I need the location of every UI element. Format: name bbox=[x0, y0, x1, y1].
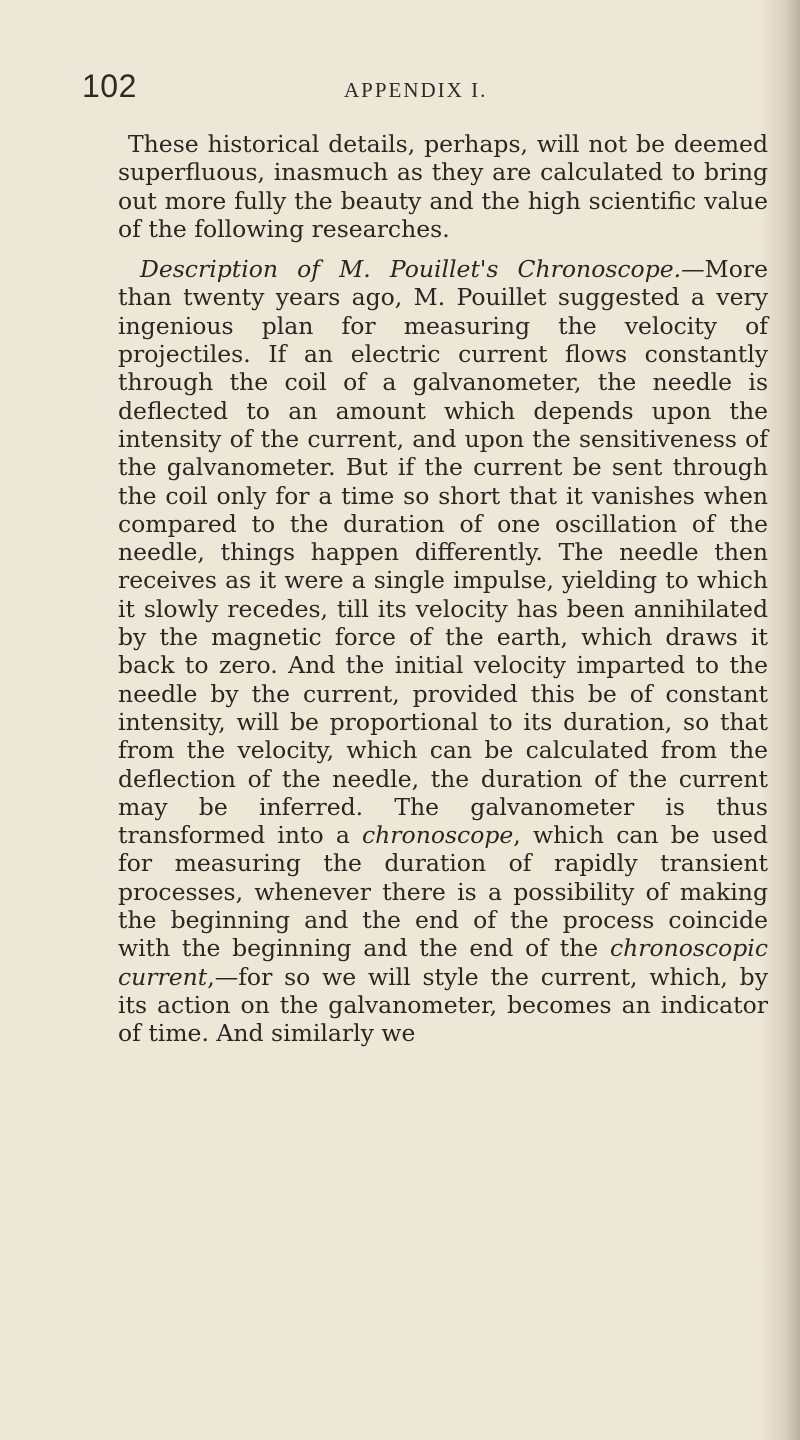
running-head: APPENDIX I. bbox=[344, 78, 488, 102]
paragraph-text-end: ,—for so we will style the current, which, by its action on the galvanometer, becomes an indicator of time. And similarly we bbox=[118, 962, 768, 1048]
paragraph-chronoscope-description bbox=[118, 255, 768, 1047]
paragraph-text-middle: , which can be used for measuring the duration of rapidly transient processes, whenever there is a possibility of making the beginning and the end of the process coincide with the beginning and the end of the bbox=[118, 821, 768, 963]
term-chronoscopic-current: chronoscopic current bbox=[118, 934, 768, 991]
paragraph-text-intro: —More than twenty years ago, M. Pouillet suggested a very ingenious plan for measuring the velocity of projectiles. If an electric current flows constantly through the coil of a galvanometer, the needle is deflected to an amount which depends upon the intensity of the current, and upon the sensitiveness of the galvanometer. But if the current be sent through the coil only for a time so short that it vanishes when compared to the duration of one oscillation of the needle, things happen differently. The needle then receives as it were a single impulse, yielding to which it slowly recedes, till its velocity has been annihilated by the magnetic force of the earth, which draws it back to zero. And the initial velocity imparted to the needle by the current, provided this be of constant intensity, will be proportional to its duration, so that from the velocity, which can be calculated from the deflection of the needle, the duration of the current may be inferred. The galvanometer is thus transformed into a bbox=[118, 255, 768, 850]
page-number: 102 bbox=[82, 68, 137, 104]
paragraph-historical-details: These historical details, perhaps, will not be deemed superfluous, inasmuch as they are calculated to bring out more fully the beauty and the high scientific value of the following researches. bbox=[118, 130, 768, 243]
term-chronoscope: chronoscope bbox=[362, 821, 514, 850]
page-header bbox=[82, 68, 722, 112]
body-text bbox=[118, 130, 768, 1048]
section-heading-pouillet-chronoscope: Description of M. Pouillet's Chronoscope. bbox=[140, 255, 682, 284]
